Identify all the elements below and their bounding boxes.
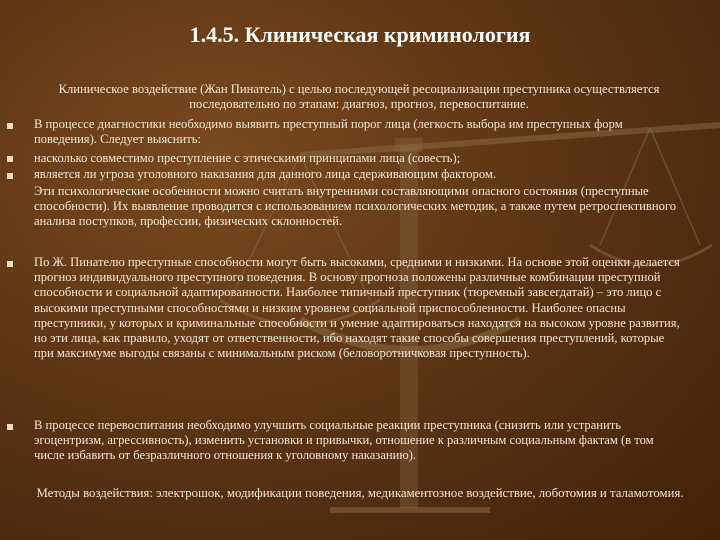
psychological-features-paragraph: Эти психологические особенности можно считать внутренними составляющими опасного состояния (преступные способности). Их выявление проводится с использованием психологических методик, а также путем ретроспективного анализа поступков, профессии, физических склонностей. — [34, 184, 677, 229]
diagnosis-paragraph: В процессе диагностики необходимо выявить преступный порог лица (легкость выбора им преступных форм поведения). Следует выяснить: — [34, 117, 623, 147]
bullet-icon — [7, 156, 13, 162]
deterrence-item: является ли угроза уголовного наказания для данного лица сдерживающим фактором. — [34, 167, 497, 181]
methods-footer: Методы воздействия: электрошок, модификации поведения, медикаментозное воздействие, лоботомия и таламотомия. — [36, 486, 684, 500]
bullet-icon — [7, 173, 13, 179]
intro-paragraph: Клиническое воздействие (Жан Пинатель) с целью последующей ресоциализации преступника осуществляется последовательно по этапам: диагноз, прогноз, перевоспитание. — [58, 82, 660, 112]
prognosis-paragraph: По Ж. Пинателю преступные способности могут быть высокими, средними и низкими. На основе этой оценки делается прогноз индивидуального преступного поведения. В основу прогноза положены различные комбинации преступной способности и социальной адаптированности. Наиболее типичный преступник (тюремный завсегдатай) – это лицо с высокими преступными способностями и низким уровнем социальной приспособленности. Наиболее опасны преступники, у которых и криминальные способности и умение адаптироваться находятся на высоком уровне развития, но эти лица, как правило, уходят от ответственности, ибо находят такие способы совершения преступлений, которые при максимуме выгоды связаны с минимальным риском (беловоротничковая преступность). — [34, 255, 680, 361]
slide-title: 1.4.5. Клиническая криминология — [189, 22, 531, 47]
conscience-item: насколько совместимо преступление с этическими принципами лица (совесть); — [34, 151, 461, 165]
bullet-icon — [7, 123, 13, 129]
bullet-icon — [7, 261, 13, 267]
bullet-icon — [7, 424, 13, 430]
reeducation-paragraph: В процессе перевоспитания необходимо улучшить социальные реакции преступника (снизить или устранить эгоцентризм, агрессивность), изменить установки и привычки, отношение к различным социальным фактам (в том числе избавить от безразличного отношения к уголовному наказанию). — [34, 418, 654, 463]
